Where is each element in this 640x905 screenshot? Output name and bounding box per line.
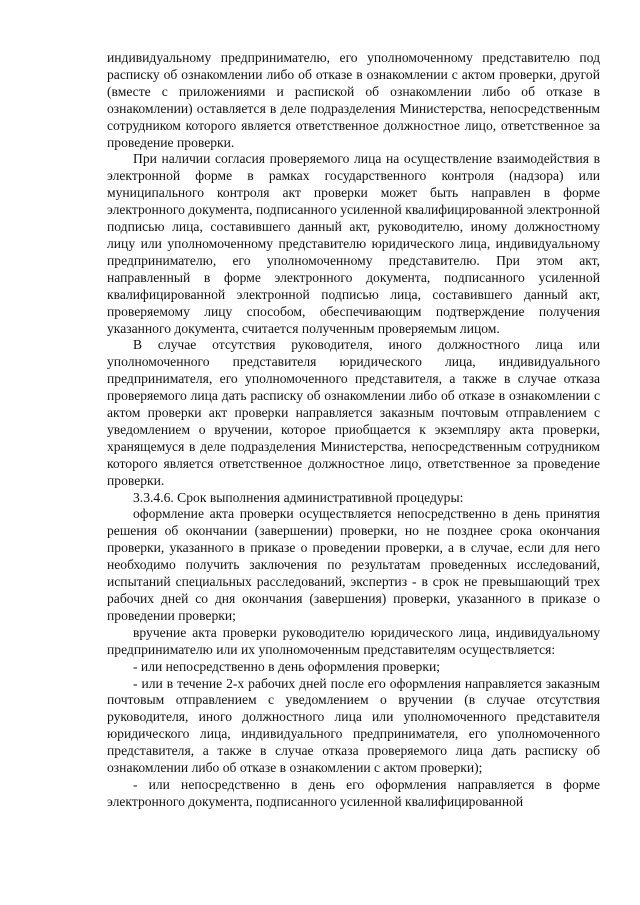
- document-page: [107, 50, 600, 811]
- list-item-two-days: - или в течение 2-х рабочих дней после его оформления направляется заказным почтовым отправлением с уведомлением о вручении (в случае отсутствия руководителя, иного должностного лица или уполномоченного представителя юридического лица, индивидуального предпринимателя, его уполномоченного представителя, а также в случае отказа проверяемого лица дать расписку об ознакомлении либо об отказе в ознакомлении с актом проверки);: [107, 675, 600, 776]
- paragraph-act-preparation: оформление акта проверки осуществляется непосредственно в день принятия решения об окончании (завершении) проверки, но не позднее срока окончания проверки, указанного в приказе о проведении проверки, а в случае, если для него необходимо получить заключения по результатам проведенных исследований, испытаний специальных расследований, экспертиз - в срок не превышающий трех рабочих дней со дня окончания (завершения) проверки, указанного в приказе о проведении проверки;: [107, 506, 600, 623]
- paragraph-continuation: индивидуальному предпринимателю, его уполномоченному представителю под расписку об ознакомлении либо об отказе в ознакомлении с актом проверки, другой (вместе с приложениями и распиской об ознакомлении либо об отказе в ознакомлении) оставляется в деле подразделения Министерства, непосредственным сотрудником которого является ответственное должностное лицо, ответственное за проведение проверки.: [107, 50, 600, 150]
- section-heading-3-3-4-6: 3.3.4.6. Срок выполнения административной процедуры:: [133, 489, 464, 505]
- list-item-electronic: - или непосредственно в день его оформления направляется в форме электронного документа, подписанного усиленной квалифицированной: [107, 776, 600, 809]
- paragraph-electronic-form: При наличии согласия проверяемого лица на осуществление взаимодействия в электронной форме в рамках государственного контроля (надзора) или муниципального контроля акт проверки может быть направлен в форме электронного документа, подписанного усиленной квалифицированной электронной подписью лица, составившего данный акт, руководителю, иному должностному лицу или уполномоченному представителю юридического лица, индивидуальному предпринимателю, его уполномоченному представителю. При этом акт, направленный в форме электронного документа, подписанного усиленной квалифицированной электронной подписью лица, составившего данный акт, проверяемому лицу способом, обеспечивающим подтверждение получения указанного документа, считается полученным проверяемым лицом.: [107, 151, 600, 336]
- paragraph-absence-case: В случае отсутствия руководителя, иного должностного лица или уполномоченного представителя юридического лица, индивидуального предпринимателя, его уполномоченного представителя, а также в случае отказа проверяемого лица дать расписку об ознакомлении либо об отказе в ознакомлении с актом проверки акт проверки направляется заказным почтовым отправлением с уведомлением о вручении, которое приобщается к экземпляру акта проверки, хранящемуся в деле подразделения Министерства, непосредственным сотрудником которого является ответственное должностное лицо, ответственное за проведение проверки.: [107, 337, 600, 488]
- paragraph-act-delivery: вручение акта проверки руководителю юридического лица, индивидуальному предпринимателю или их уполномоченным представителям осуществляется:: [107, 624, 600, 657]
- list-item-same-day: - или непосредственно в день оформления проверки;: [133, 658, 441, 674]
